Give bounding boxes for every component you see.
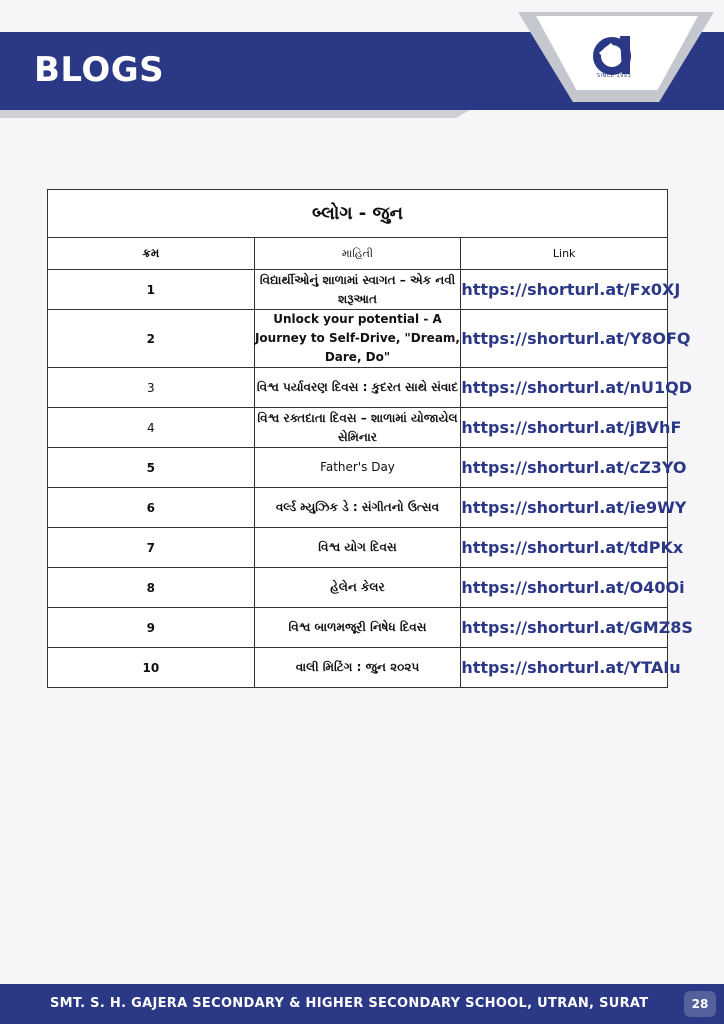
row-info: વિશ્વ યોગ દિવસ bbox=[254, 528, 461, 568]
row-link[interactable]: https://shorturl.at/Y8OFQ bbox=[461, 329, 691, 348]
row-info: વાલી મિટિંગ : જુન ૨૦૨૫ bbox=[254, 648, 461, 688]
row-link[interactable]: https://shorturl.at/ie9WY bbox=[461, 498, 687, 517]
table-row bbox=[48, 368, 668, 408]
row-link[interactable]: https://shorturl.at/GMZ8S bbox=[461, 618, 693, 637]
row-link[interactable]: https://shorturl.at/Fx0XJ bbox=[461, 280, 681, 299]
page-number-badge: 28 bbox=[684, 991, 716, 1017]
row-info: વિશ્વ રક્તદાતા દિવસ – શાળામાં યોજાયેલ સેમિનાર bbox=[254, 408, 461, 448]
table-row bbox=[48, 528, 668, 568]
table-title: બ્લોગ - જુન bbox=[48, 190, 668, 238]
row-number: 6 bbox=[48, 488, 255, 528]
row-info: વિદ્યાર્થીઓનું શાળામાં સ્વાગત – એક નવી શરૂઆત bbox=[254, 270, 461, 310]
table-row bbox=[48, 270, 668, 310]
column-header-number: ક્રમ bbox=[48, 238, 255, 270]
table-row bbox=[48, 608, 668, 648]
school-logo-icon bbox=[590, 30, 638, 78]
page-title: BLOGS bbox=[34, 50, 165, 90]
row-number: 8 bbox=[48, 568, 255, 608]
header-accent-strip bbox=[0, 110, 470, 118]
table-row bbox=[48, 648, 668, 688]
row-link[interactable]: https://shorturl.at/YTAIu bbox=[461, 658, 681, 677]
row-number: 9 bbox=[48, 608, 255, 648]
row-number: 3 bbox=[48, 368, 255, 408]
row-link[interactable]: https://shorturl.at/O40Oi bbox=[461, 578, 685, 597]
row-number: 5 bbox=[48, 448, 255, 488]
row-number: 10 bbox=[48, 648, 255, 688]
column-header-info: માહિતી bbox=[254, 238, 461, 270]
logo-since-text: SINCE 1993 bbox=[596, 73, 632, 79]
row-info: Unlock your potential - A Journey to Self-Drive, "Dream, Dare, Do" bbox=[254, 310, 461, 368]
row-link[interactable]: https://shorturl.at/cZ3YO bbox=[461, 458, 687, 477]
table-row bbox=[48, 488, 668, 528]
table-row bbox=[48, 448, 668, 488]
table-row bbox=[48, 408, 668, 448]
row-info: વિશ્વ બાળમજૂરી નિષેધ દિવસ bbox=[254, 608, 461, 648]
row-link[interactable]: https://shorturl.at/jBVhF bbox=[461, 418, 682, 437]
row-number: 2 bbox=[48, 310, 255, 368]
row-info: હેલેન કેલર bbox=[254, 568, 461, 608]
row-number: 1 bbox=[48, 270, 255, 310]
row-number: 4 bbox=[48, 408, 255, 448]
table-row bbox=[48, 568, 668, 608]
footer-school-name: SMT. S. H. GAJERA SECONDARY & HIGHER SECONDARY SCHOOL, UTRAN, SURAT bbox=[50, 996, 649, 1011]
row-link[interactable]: https://shorturl.at/nU1QD bbox=[461, 378, 693, 397]
table-row bbox=[48, 310, 668, 368]
row-info: Father's Day bbox=[254, 448, 461, 488]
row-info: વર્લ્ડ મ્યુઝિક ડે : સંગીતનો ઉત્સવ bbox=[254, 488, 461, 528]
blog-table bbox=[47, 189, 693, 688]
column-header-link: Link bbox=[461, 238, 668, 270]
row-link[interactable]: https://shorturl.at/tdPKx bbox=[461, 538, 684, 557]
row-number: 7 bbox=[48, 528, 255, 568]
row-info: વિશ્વ પર્યાવરણ દિવસ : કુદરત સાથે સંવાદ bbox=[254, 368, 461, 408]
